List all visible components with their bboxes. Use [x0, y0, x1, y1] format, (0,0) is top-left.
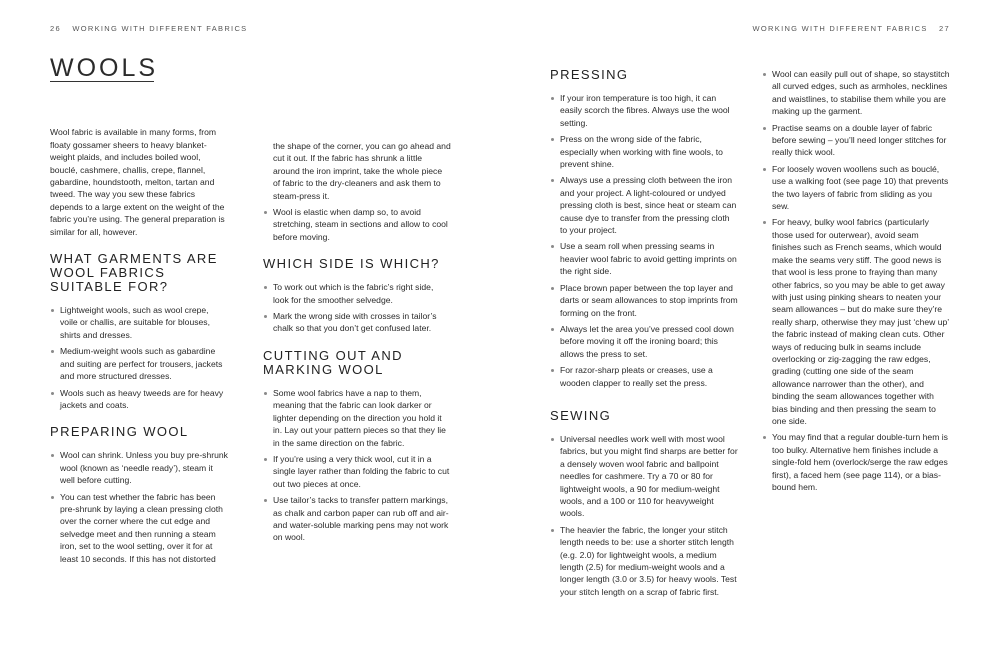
list-item: The heavier the fabric, the longer your stitch length needs to be: use a shorter stitch length (e.g. 2.0) for lightweight wools, a medium length (2.5) for medium-weight wools and a longer length (3.0 or 3.5) for heavy wools. Test your stitch length on a scrap of fabric first. — [550, 524, 738, 598]
pressing-list — [550, 92, 738, 389]
heading-pressing: PRESSING — [550, 67, 629, 82]
heading-garments: WHAT GARMENTS ARE WOOL FABRICS SUITABLE FOR? — [50, 251, 218, 295]
list-item: Use a seam roll when pressing seams in heavier wool fabric to avoid getting imprints on the right side. — [550, 240, 738, 277]
list-item: You may find that a regular double-turn hem is too bulky. Alternative hem finishes include a single-fold hem (overlock/serge the raw edges first), a faced hem (see page 114), or a bias-bound hem. — [762, 431, 950, 493]
list-item: You can test whether the fabric has been pre-shrunk by laying a clean pressing cloth over the corner where the cut edge and selvedge meet and then running a steam iron, set to the wool setting, over it for at least 10 seconds. If this has not distorted — [50, 491, 228, 565]
which-side-list — [263, 281, 451, 335]
list-item: To work out which is the fabric’s right side, look for the smoother selvedge. — [263, 281, 451, 306]
list-item: Some wool fabrics have a nap to them, meaning that the fabric can look darker or lighter depending on the direction you hold it in. Lay out your pattern pieces so that they lie in the same direction on the fabric. — [263, 387, 451, 449]
list-item: If your iron temperature is too high, it can easily scorch the fibres. Always use the wool setting. — [550, 92, 738, 129]
preparing-list — [50, 449, 228, 565]
preparing-continued: the shape of the corner, you can go ahead and cut it out. If the fabric has shrunk a little around the iron imprint, take the whole piece of fabric to the dry-cleaners and ask them to steam-press it. — [273, 141, 451, 201]
title-block — [50, 54, 228, 82]
list-item: Universal needles work well with most wool fabrics, but you might find sharps are better for a densely woven wool fabric and ballpoint needles for cashmere. Try a 70 or 80 for lightweight wools, a 90 for medium-weight wools, and a 100 or 110 for heavyweight wools. — [550, 433, 738, 520]
list-item: For loosely woven woollens such as bouclé, use a walking foot (see page 10) that prevents the two layers of fabric from sliding as you sew. — [762, 163, 950, 213]
list-item: If you’re using a very thick wool, cut it in a single layer rather than folding the fabric to cut out two pieces at once. — [263, 453, 451, 490]
heading-preparing: PREPARING WOOL — [50, 424, 189, 440]
list-item: Wool can shrink. Unless you buy pre-shrunk wool (known as ‘needle ready’), steam it well before cutting. — [50, 449, 228, 486]
list-item: For razor-sharp pleats or creases, use a wooden clapper to really set the press. — [550, 364, 738, 389]
preparing-list-more — [263, 206, 451, 243]
intro-paragraph: Wool fabric is available in many forms, from floaty gossamer sheers to heavy blanket-weight plaids, and includes boiled wool, bouclé, cashmere, challis, crepe, flannel, gabardine, houndstooth, melton, tartan and tweed. The way you sew these fabrics depends to a large extent on the weight of the fabric you’re using. The general preparation is similar for all, however. — [50, 127, 225, 237]
running-title-left: WORKING WITH DIFFERENT FABRICS — [72, 24, 248, 33]
heading-cutting: CUTTING OUT AND MARKING WOOL — [263, 347, 403, 377]
list-item: Use tailor’s tacks to transfer pattern markings, as chalk and carbon paper can rub off and air- and water-soluble marking pens may not work on wool. — [263, 494, 451, 544]
column-3 — [550, 68, 738, 612]
page-title: WOOLS — [50, 54, 159, 82]
running-title-right: WORKING WITH DIFFERENT FABRICS — [752, 24, 928, 33]
list-item: Mark the wrong side with crosses in tailor’s chalk so that you don’t get confused later. — [263, 310, 451, 335]
page-number-left: 26 — [50, 24, 61, 33]
list-item: Practise seams on a double layer of fabric before sewing – you’ll need longer stitches for really thick wool. — [762, 122, 950, 159]
list-item: Wools such as heavy tweeds are for heavy jackets and coats. — [50, 387, 228, 412]
list-item: Medium-weight wools such as gabardine and suiting are perfect for trousers, jackets and more structured dresses. — [50, 345, 228, 382]
sewing-list-more — [762, 68, 950, 493]
list-item: Press on the wrong side of the fabric, especially when working with fine wools, to prevent shine. — [550, 133, 738, 170]
running-head-right — [753, 24, 950, 33]
list-item: Always use a pressing cloth between the iron and your project. A light-coloured or undyed pressing cloth is best, since heat or steam can cause dye to transfer from the pressing cloth to your project. — [550, 174, 738, 236]
running-head-left — [50, 24, 247, 33]
list-item: Lightweight wools, such as wool crepe, voile or challis, are suitable for blouses, shirts and dresses. — [50, 304, 228, 341]
cutting-list — [263, 387, 451, 544]
list-item: Place brown paper between the top layer and darts or seam allowances to stop imprints from forming on the front. — [550, 282, 738, 319]
page-number-right: 27 — [939, 24, 950, 33]
heading-which-side: WHICH SIDE IS WHICH? — [263, 256, 440, 272]
garments-list — [50, 304, 228, 411]
column-2 — [263, 140, 451, 558]
column-4 — [762, 68, 950, 507]
list-item: For heavy, bulky wool fabrics (particularly those used for outerwear), avoid seam finishes such as French seams, which would make the seams very stiff. The good news is that wool is less prone to fraying than many other fabrics, so you may be able to get away with just using pinking shears to neaten your seam allowances – but do make sure they’re really sharp, otherwise they may just ‘chew up’ the fabric instead of making clean cuts. Other ways of reducing bulk in seams include overlocking or zig-zagging the raw edges, grading (cutting one side of the seam allowance narrower than the other), and binding the seam allowances together with bias binding and then pressing the seam to one side. — [762, 216, 950, 427]
column-1 — [50, 54, 228, 579]
sewing-list — [550, 433, 738, 598]
list-item: Wool can easily pull out of shape, so staystitch all curved edges, such as armholes, necklines and waistlines, to stabilise them while you are making up the garment. — [762, 68, 950, 118]
list-item: Wool is elastic when damp so, to avoid stretching, steam in sections and allow to cool before moving. — [263, 206, 451, 243]
heading-sewing: SEWING — [550, 407, 612, 423]
list-item: Always let the area you’ve pressed cool down before moving it off the ironing board; this allows the press to set. — [550, 323, 738, 360]
